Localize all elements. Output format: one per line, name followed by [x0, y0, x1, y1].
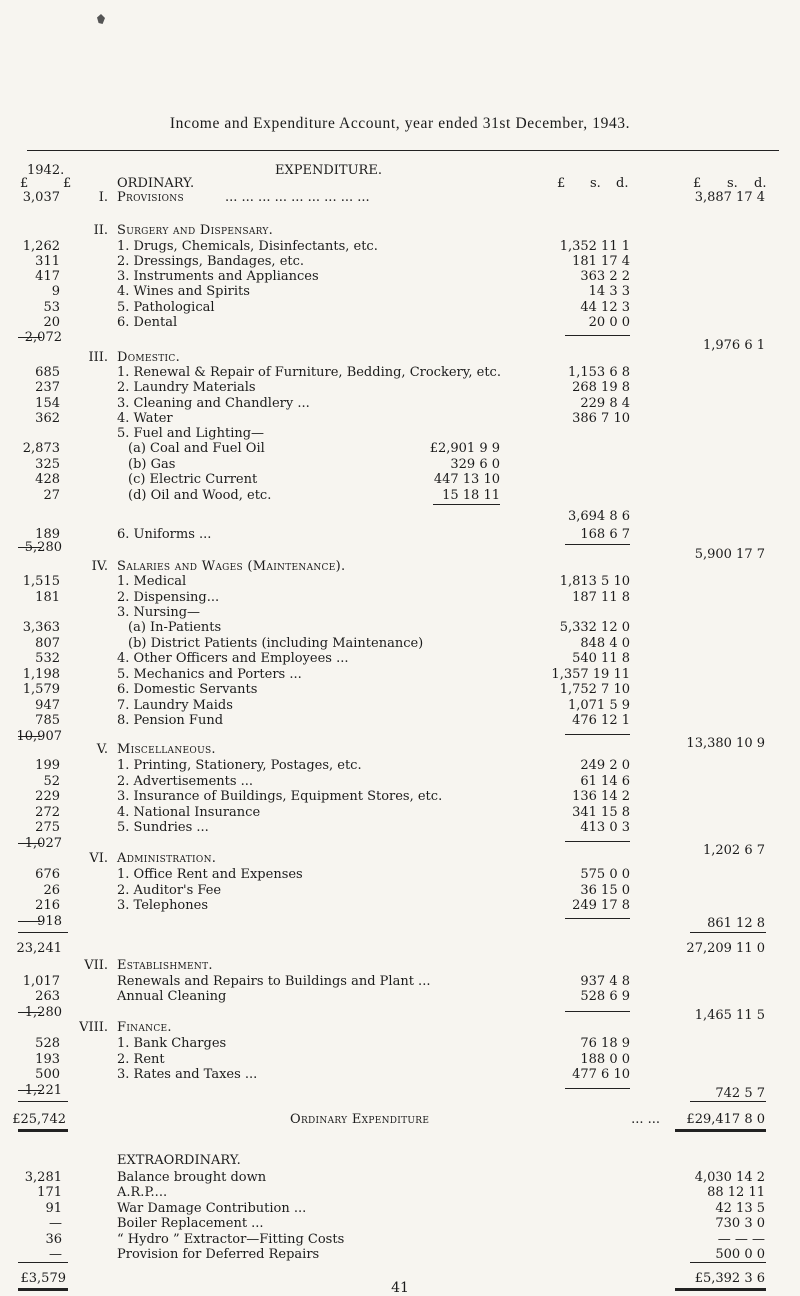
prior-year-amount: 785 — [35, 713, 60, 728]
item-label: 1. Bank Charges — [117, 1036, 227, 1051]
carried-total: 27,209 11 0 — [686, 941, 765, 956]
scan-mark — [97, 14, 105, 24]
prior-year-amount: 528 — [35, 1036, 60, 1051]
section-number: I. — [98, 190, 108, 205]
item-amount: 5,332 12 0 — [559, 620, 630, 635]
item-label: (c) Electric Current — [128, 472, 258, 487]
item-amount: 229 8 4 — [580, 396, 630, 411]
prior-year-ordinary-total: £25,742 — [12, 1112, 66, 1127]
amount-rule — [565, 841, 630, 842]
sub-item-amount: £2,901 9 9 — [429, 441, 500, 456]
section-number: VII. — [84, 958, 108, 973]
prior-year-amount: 1,198 — [22, 667, 60, 682]
item-amount: 36 15 0 — [580, 883, 630, 898]
section-heading: Establishment. — [117, 958, 213, 973]
item-amount: 413 0 3 — [580, 820, 630, 835]
item-label: 7. Laundry Maids — [117, 698, 233, 713]
section-heading: Domestic. — [117, 350, 181, 365]
column-heading: £ — [693, 176, 702, 191]
currency-symbol: £ — [63, 176, 72, 191]
ordinary-total: £29,417 8 0 — [686, 1112, 765, 1127]
prior-year-subtotal: 1,221 — [24, 1083, 62, 1098]
item-label: 2. Dispensing... — [117, 590, 220, 605]
amount-rule — [565, 544, 630, 545]
section-total: 3,887 17 4 — [694, 190, 765, 205]
prior-year-amount: 263 — [35, 989, 60, 1004]
item-amount: 168 6 7 — [580, 527, 630, 542]
column-heading: £ — [557, 176, 566, 191]
item-amount: 136 14 2 — [572, 789, 630, 804]
prior-year-amount: 20 — [43, 315, 60, 330]
item-label: 3. Instruments and Appliances — [117, 269, 319, 284]
item-amount: 88 12 11 — [707, 1185, 765, 1200]
item-amount: 1,153 6 8 — [567, 365, 630, 380]
item-amount: 187 11 8 — [572, 590, 630, 605]
item-amount: 386 7 10 — [572, 411, 630, 426]
extraordinary-heading: EXTRAORDINARY. — [117, 1153, 241, 1168]
prior-year-amount: 362 — [35, 411, 60, 426]
section-heading: Salaries and Wages (Maintenance). — [117, 559, 346, 574]
column-heading: d. — [616, 176, 629, 191]
ordinary-heading: ORDINARY. — [117, 176, 195, 191]
section-number: IV. — [91, 559, 108, 574]
expenditure-heading: EXPENDITURE. — [275, 163, 382, 178]
item-label: 5. Fuel and Lighting— — [117, 426, 265, 441]
item-label: Balance brought down — [117, 1170, 267, 1185]
year-heading: 1942. — [27, 163, 65, 178]
item-label: 6. Uniforms ... — [117, 527, 212, 542]
prior-year-amount: 1,579 — [22, 682, 60, 697]
item-amount: 1,352 11 1 — [559, 239, 630, 254]
prior-year-amount: 2,873 — [22, 441, 60, 456]
item-amount: 4,030 14 2 — [694, 1170, 765, 1185]
item-label: A.R.P.... — [117, 1185, 168, 1200]
prior-year-amount: 1,017 — [22, 974, 60, 989]
prior-year-amount: 500 — [35, 1067, 60, 1082]
section-total: 1,976 6 1 — [702, 338, 765, 353]
item-label: Provision for Deferred Repairs — [117, 1247, 320, 1262]
item-amount: 363 2 2 — [580, 269, 630, 284]
item-label: 2. Advertisements ... — [117, 774, 254, 789]
prior-year-amount: 52 — [43, 774, 60, 789]
section-total: 5,900 17 7 — [694, 547, 765, 562]
prior-year-amount: 3,281 — [24, 1170, 62, 1185]
section-heading: Miscellaneous. — [117, 742, 216, 757]
prior-year-amount: 947 — [35, 698, 60, 713]
page-title: Income and Expenditure Account, year ended 31st December, 1943. — [169, 115, 631, 132]
item-label: 3. Rates and Taxes ... — [117, 1067, 258, 1082]
item-amount: 249 17 8 — [572, 898, 630, 913]
page-number: 41 — [391, 1280, 409, 1296]
sub-item-amount: 329 6 0 — [450, 457, 500, 472]
double-rule — [18, 1129, 68, 1132]
item-label: 3. Nursing— — [117, 605, 201, 620]
sub-item-amount: 447 13 10 — [433, 472, 500, 487]
prior-year-subtotal: 2,072 — [24, 330, 62, 345]
item-label: “ Hydro ” Extractor—Fitting Costs — [117, 1232, 345, 1247]
prior-year-amount: 91 — [45, 1201, 62, 1216]
prior-year-amount: 189 — [35, 527, 60, 542]
amount-rule — [565, 734, 630, 735]
leader-dots: ... ... ... ... ... ... ... ... ... — [225, 190, 370, 205]
item-label: 2. Auditor's Fee — [117, 883, 222, 898]
item-label: 5. Mechanics and Porters ... — [117, 667, 302, 682]
item-label: Annual Cleaning — [117, 989, 227, 1004]
section-number: III. — [88, 350, 108, 365]
prior-year-amount: 311 — [35, 254, 60, 269]
item-amount: 188 0 0 — [580, 1052, 630, 1067]
item-label: 3. Insurance of Buildings, Equipment Stores, etc. — [117, 789, 443, 804]
item-amount: 341 15 8 — [572, 805, 630, 820]
prior-year-amount: 3,037 — [22, 190, 60, 205]
title-rule — [27, 150, 779, 151]
item-label: 1. Printing, Stationery, Postages, etc. — [117, 758, 362, 773]
total-rule — [18, 1262, 68, 1263]
item-label: (b) District Patients (including Maintenance) — [128, 636, 424, 651]
item-label: 2. Laundry Materials — [117, 380, 256, 395]
section-number: II. — [93, 223, 108, 238]
item-amount: 528 6 9 — [580, 989, 630, 1004]
item-amount: 3,694 8 6 — [567, 509, 630, 524]
amount-rule — [565, 335, 630, 336]
prior-year-amount: 428 — [35, 472, 60, 487]
item-label: (b) Gas — [128, 457, 176, 472]
currency-symbol: £ — [20, 176, 29, 191]
prior-year-amount: 171 — [37, 1185, 62, 1200]
prior-year-amount: 27 — [43, 488, 60, 503]
carried-rule — [690, 932, 766, 933]
item-amount: 42 13 5 — [715, 1201, 765, 1216]
section-total: 861 12 8 — [707, 916, 765, 931]
total-rule — [18, 1101, 68, 1102]
prior-year-amount: 53 — [43, 300, 60, 315]
prior-year-carried: 23,241 — [16, 941, 62, 956]
item-label: Boiler Replacement ... — [117, 1216, 264, 1231]
prior-year-amount: 676 — [35, 867, 60, 882]
column-heading: d. — [754, 176, 767, 191]
item-label: 1. Medical — [117, 574, 187, 589]
prior-year-subtotal: 918 — [37, 914, 62, 929]
prior-year-amount: 26 — [43, 883, 60, 898]
column-heading: s. — [727, 176, 738, 191]
total-rule — [690, 1101, 766, 1102]
total-rule — [690, 1262, 766, 1263]
extraordinary-total: £5,392 3 6 — [694, 1271, 765, 1286]
item-label: 5. Sundries ... — [117, 820, 209, 835]
section-heading: Surgery and Dispensary. — [117, 223, 274, 238]
item-label: 4. Wines and Spirits — [117, 284, 250, 299]
prior-year-amount: 532 — [35, 651, 60, 666]
item-label: War Damage Contribution ... — [117, 1201, 307, 1216]
prior-year-amount: 272 — [35, 805, 60, 820]
item-amount: 730 3 0 — [715, 1216, 765, 1231]
fuel-rule — [433, 504, 500, 505]
sub-item-amount: 15 18 11 — [442, 488, 500, 503]
item-amount: 1,752 7 10 — [559, 682, 630, 697]
item-label: 6. Dental — [117, 315, 178, 330]
prior-year-amount: 417 — [35, 269, 60, 284]
prior-year-subtotal: 1,280 — [24, 1005, 62, 1020]
prior-year-amount: 275 — [35, 820, 60, 835]
item-amount: 937 4 8 — [580, 974, 630, 989]
item-label: 8. Pension Fund — [117, 713, 224, 728]
prior-year-amount: 36 — [45, 1232, 62, 1247]
item-label: 4. Water — [117, 411, 173, 426]
item-label: (a) In-Patients — [128, 620, 222, 635]
prior-year-amount: 216 — [35, 898, 60, 913]
prior-year-subtotal: 1,027 — [24, 836, 62, 851]
item-amount: 476 12 1 — [572, 713, 630, 728]
item-amount: 477 6 10 — [572, 1067, 630, 1082]
item-label: (d) Oil and Wood, etc. — [128, 488, 272, 503]
item-amount: 44 12 3 — [580, 300, 630, 315]
prior-year-amount: 237 — [35, 380, 60, 395]
item-label: 2. Rent — [117, 1052, 165, 1067]
item-amount: 249 2 0 — [580, 758, 630, 773]
item-label: 3. Telephones — [117, 898, 208, 913]
item-amount: 1,813 5 10 — [559, 574, 630, 589]
prior-year-amount: 229 — [35, 789, 60, 804]
item-label: 1. Renewal & Repair of Furniture, Bedding, Crockery, etc. — [117, 365, 501, 380]
leader-dots: ... ... — [631, 1112, 660, 1127]
section-number: V. — [96, 742, 108, 757]
section-total: 1,465 11 5 — [694, 1008, 765, 1023]
item-label: 1. Office Rent and Expenses — [117, 867, 303, 882]
prior-year-extraordinary-total: £3,579 — [20, 1271, 66, 1286]
item-label: 1. Drugs, Chemicals, Disinfectants, etc. — [117, 239, 378, 254]
item-label: (a) Coal and Fuel Oil — [128, 441, 265, 456]
prior-year-amount: 154 — [35, 396, 60, 411]
item-amount: 1,071 5 9 — [567, 698, 630, 713]
column-heading: s. — [590, 176, 601, 191]
section-heading: Provisions — [117, 190, 184, 205]
item-amount: 76 18 9 — [580, 1036, 630, 1051]
section-heading: Finance. — [117, 1020, 172, 1035]
ordinary-total-label: Ordinary Expenditure — [290, 1112, 430, 1127]
item-amount: 14 3 3 — [588, 284, 630, 299]
prior-year-amount: 1,515 — [22, 574, 60, 589]
item-label: 2. Dressings, Bandages, etc. — [117, 254, 305, 269]
double-rule — [675, 1129, 766, 1132]
section-number: VIII. — [79, 1020, 108, 1035]
prior-year-amount: 685 — [35, 365, 60, 380]
item-label: 4. Other Officers and Employees ... — [117, 651, 349, 666]
prior-year-amount: 9 — [51, 284, 60, 299]
prior-year-amount: 1,262 — [22, 239, 60, 254]
prior-year-subtotal: 5,280 — [24, 540, 62, 555]
section-number: VI. — [89, 851, 108, 866]
item-amount: 181 17 4 — [572, 254, 630, 269]
item-amount: 61 14 6 — [580, 774, 630, 789]
prior-year-subtotal: 10,907 — [16, 729, 62, 744]
section-total: 13,380 10 9 — [686, 736, 765, 751]
section-total: 742 5 7 — [715, 1086, 765, 1101]
item-amount: 20 0 0 — [588, 315, 630, 330]
item-amount: — — — — [717, 1232, 765, 1247]
item-amount: 1,357 19 11 — [551, 667, 630, 682]
carried-rule — [18, 932, 68, 933]
prior-year-amount: 181 — [35, 590, 60, 605]
item-label: 4. National Insurance — [117, 805, 261, 820]
item-amount: 575 0 0 — [580, 867, 630, 882]
prior-year-amount: 325 — [35, 457, 60, 472]
prior-year-amount: 3,363 — [22, 620, 60, 635]
item-amount: 268 19 8 — [572, 380, 630, 395]
section-total: 1,202 6 7 — [702, 843, 765, 858]
item-amount: 500 0 0 — [715, 1247, 765, 1262]
item-label: 3. Cleaning and Chandlery ... — [117, 396, 310, 411]
prior-year-amount: — — [49, 1247, 62, 1262]
prior-year-amount: 193 — [35, 1052, 60, 1067]
prior-year-amount: 807 — [35, 636, 60, 651]
item-amount: 540 11 8 — [572, 651, 630, 666]
section-heading: Administration. — [117, 851, 217, 866]
item-label: Renewals and Repairs to Buildings and Plant ... — [117, 974, 431, 989]
item-label: 5. Pathological — [117, 300, 215, 315]
item-amount: 848 4 0 — [580, 636, 630, 651]
item-label: 6. Domestic Servants — [117, 682, 258, 697]
prior-year-amount: — — [49, 1216, 62, 1231]
prior-year-amount: 199 — [35, 758, 60, 773]
